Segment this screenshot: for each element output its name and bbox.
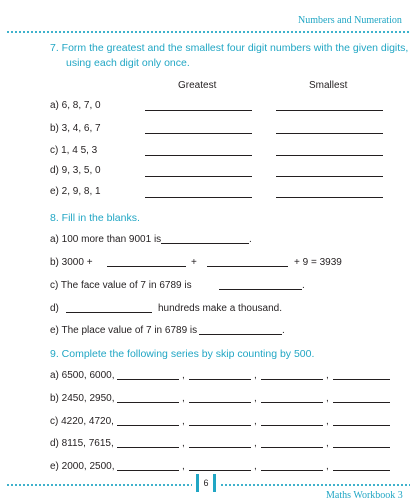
smallest-blank-a[interactable] [276, 110, 383, 111]
q8-b-blank-2[interactable] [207, 266, 288, 267]
q8-e-text: e) The place value of 7 in 6789 is [50, 325, 198, 336]
series-blank-e2[interactable] [189, 470, 251, 471]
separator-comma: , [182, 461, 185, 472]
greatest-blank-e[interactable] [145, 197, 252, 198]
q7-row-b-label: b) 3, 4, 6, 7 [50, 123, 101, 134]
separator-comma: , [182, 370, 185, 381]
separator-comma: , [182, 438, 185, 449]
q8-a-text: a) 100 more than 9001 is [50, 234, 162, 245]
q9-row-a-label: a) 6500, 6000, [50, 370, 115, 381]
separator-comma: , [254, 438, 257, 449]
separator-comma: , [326, 416, 329, 427]
separator-comma: , [182, 393, 185, 404]
q7-title-line2: using each digit only once. [66, 57, 190, 69]
separator-comma: , [326, 461, 329, 472]
series-blank-c2[interactable] [189, 425, 251, 426]
q8-d-text: hundreds make a thousand. [158, 303, 282, 314]
q9-row-c-label: c) 4220, 4720, [50, 416, 114, 427]
separator-comma: , [254, 416, 257, 427]
smallest-blank-e[interactable] [276, 197, 383, 198]
q8-b-blank-1[interactable] [107, 266, 186, 267]
column-greatest: Greatest [178, 80, 217, 91]
q8-c-text: c) The face value of 7 in 6789 is [50, 280, 192, 291]
separator-comma: , [254, 370, 257, 381]
series-blank-b3[interactable] [261, 402, 323, 403]
series-blank-d3[interactable] [261, 447, 323, 448]
series-blank-b1[interactable] [117, 402, 179, 403]
q8-b-tail: + 9 = 3939 [294, 257, 342, 268]
page-number [196, 474, 216, 492]
separator-comma: , [326, 370, 329, 381]
separator-comma: , [254, 393, 257, 404]
q8-a-end: . [249, 234, 252, 245]
book-title: Maths Workbook 3 [326, 490, 403, 501]
q9-row-d-label: d) 8115, 7615, [50, 438, 114, 449]
greatest-blank-d[interactable] [145, 176, 252, 177]
smallest-blank-b[interactable] [276, 133, 383, 134]
series-blank-a1[interactable] [117, 379, 179, 380]
smallest-blank-c[interactable] [276, 155, 383, 156]
q7-title-line1: 7. Form the greatest and the smallest four digit numbers with the given digits, [50, 42, 409, 54]
series-blank-a3[interactable] [261, 379, 323, 380]
header-divider [6, 31, 410, 33]
separator-comma: , [254, 461, 257, 472]
q8-e-end: . [282, 325, 285, 336]
series-blank-b2[interactable] [189, 402, 251, 403]
series-blank-d4[interactable] [333, 447, 390, 448]
separator-comma: , [182, 416, 185, 427]
section-title: Numbers and Numeration [298, 15, 402, 26]
footer-divider-left [6, 484, 192, 486]
greatest-blank-b[interactable] [145, 133, 252, 134]
series-blank-a4[interactable] [333, 379, 390, 380]
page-number-text: 6 [203, 478, 209, 488]
series-blank-e3[interactable] [261, 470, 323, 471]
q8-c-end: . [302, 280, 305, 291]
smallest-blank-d[interactable] [276, 176, 383, 177]
q9-title: 9. Complete the following series by skip counting by 500. [50, 348, 315, 360]
series-blank-b4[interactable] [333, 402, 390, 403]
series-blank-c4[interactable] [333, 425, 390, 426]
separator-comma: , [326, 393, 329, 404]
series-blank-e4[interactable] [333, 470, 390, 471]
q8-title: 8. Fill in the blanks. [50, 212, 140, 224]
series-blank-d1[interactable] [117, 447, 179, 448]
series-blank-d2[interactable] [189, 447, 251, 448]
column-smallest: Smallest [309, 80, 348, 91]
greatest-blank-a[interactable] [145, 110, 252, 111]
q8-b-start: b) 3000 + [50, 257, 93, 268]
greatest-blank-c[interactable] [145, 155, 252, 156]
q8-d-blank[interactable] [66, 312, 152, 313]
separator-comma: , [326, 438, 329, 449]
q8-e-blank[interactable] [199, 334, 282, 335]
q7-row-a-label: a) 6, 8, 7, 0 [50, 100, 101, 111]
series-blank-c3[interactable] [261, 425, 323, 426]
q8-b-plus: + [191, 257, 197, 268]
q8-d-start: d) [50, 303, 59, 314]
series-blank-c1[interactable] [117, 425, 179, 426]
q9-row-b-label: b) 2450, 2950, [50, 393, 115, 404]
q9-row-e-label: e) 2000, 2500, [50, 461, 115, 472]
series-blank-a2[interactable] [189, 379, 251, 380]
q7-row-d-label: d) 9, 3, 5, 0 [50, 165, 101, 176]
q7-row-e-label: e) 2, 9, 8, 1 [50, 186, 101, 197]
q8-a-blank[interactable] [161, 243, 249, 244]
series-blank-e1[interactable] [117, 470, 179, 471]
q8-c-blank[interactable] [219, 289, 302, 290]
footer-divider-right [220, 484, 410, 486]
q7-row-c-label: c) 1, 4 5, 3 [50, 145, 98, 156]
